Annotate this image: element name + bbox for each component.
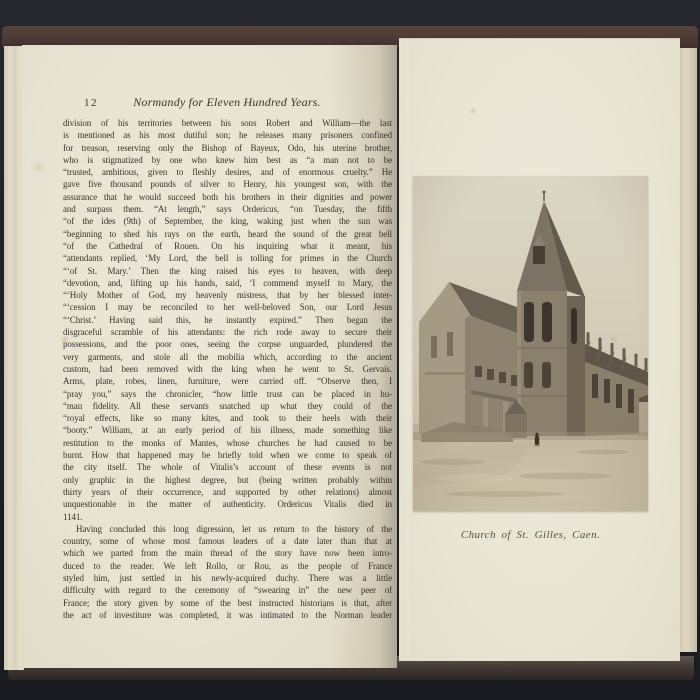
text-line: assurance that he would succeed both his brothers in their dignities and power [63, 191, 392, 202]
left-page [22, 45, 397, 668]
text-line: gave five thousand pounds of silver to Henry, his youngest son, with the [63, 179, 392, 190]
photo-vignette [413, 176, 648, 511]
text-line: for treason, reserving only the Bishop of Bayeux, Odo, his uterine brother, [63, 142, 392, 153]
text-line: France; the story given by some of the best instructed historians is that, after [63, 597, 392, 608]
photo-caption: Church of St. Gilles, Caen. [460, 529, 601, 541]
text-line: possessions, and the poor ones, seeing the corpse unguarded, plundered the [63, 339, 392, 350]
text-line: unquestionable in the matter of authenticity. Ordericus Vitalis died in [63, 499, 392, 510]
text-line: Having concluded this long digression, let us return to the history of the [76, 523, 392, 534]
running-head [63, 95, 391, 111]
text-line: “man fidelity. All these servants snatched up what they could of the [63, 400, 392, 411]
text-line: “trusted, ambitious, given to fleshly desires, and of enormous cruelty.” He [63, 167, 392, 178]
text-line: styled him, just settled in his newly-acquired duchy. There was a little [63, 572, 392, 583]
church-photo-art [413, 176, 648, 511]
church-photograph [413, 176, 648, 511]
text-line: “booty.” William, at an early period of his illness, made something like [63, 425, 392, 436]
text-line: duced to the reader. We left Rollo, or Rou, as the people of France [63, 560, 392, 571]
foxing-spot [471, 109, 475, 113]
text-line: who is stigmatized by one who knew him best as “a man not to be [63, 154, 392, 165]
text-line: the act of investiture was completed, it was intimated to the Norman leader [63, 609, 392, 620]
text-line: 1141. [63, 511, 83, 522]
text-line: “devotion, and, lifting up his hands, said, ‘I commend myself to Mary, the [63, 277, 392, 288]
text-line: burnt. How that happened may be briefly told when we come to speak of [63, 450, 392, 461]
right-page [399, 38, 680, 661]
text-line: Arms, plate, robes, linen, furniture, were carried off. “Observe then, I [63, 376, 392, 387]
text-line: disgraceful scramble of his attendants: the rich rode away to secure their [63, 327, 392, 338]
text-line: thirty years of their occurrence, and supported by other relations) almost [63, 486, 392, 497]
text-line: only graphic in the highest degree, but (being written probably within [63, 474, 392, 485]
text-line: is mentioned as his most dutiful son; he releases many prisoners confined [63, 130, 392, 141]
foxing-spot [34, 163, 43, 171]
text-line: restitution to the monks of Mantes, whose churches he had caused to be [63, 437, 392, 448]
text-line: custom, had been removed with the king when he went to St. Gervais. [63, 363, 392, 374]
text-line: very garments, and stole all the mobilia which, according to the ancient [63, 351, 392, 362]
text-line: and surpass them. “At length,” says Ordericus, “on Tuesday, the fifth [63, 204, 392, 215]
text-line: “royal effects, like so many kites, and took to their heels with their [63, 413, 392, 424]
text-line: “‘Christ.’ Having said this, he instantly expired.” Then began the [63, 314, 392, 325]
text-line: which we parted from the main thread of the story have now been intro- [63, 548, 392, 559]
text-block [63, 117, 392, 621]
text-line: the city itself. The whole of Vitalis’s account of these events is not [63, 462, 392, 473]
text-line: country, some of whose most famous leaders of a date later than that at [63, 536, 392, 547]
text-line: “attendants replied, ‘My Lord, the bell is tolling for primes in the Church [63, 253, 392, 264]
text-line: “‘cession I may be reconciled to her well-beloved Son, our Lord Jesus [63, 302, 392, 313]
text-line: “‘of St. Mary.’ Then the king raised his eyes to heaven, with deep [63, 265, 392, 276]
text-line: “‘Holy Mother of God, my heavenly mistress, that by her blessed inter- [63, 290, 392, 301]
text-line: difficulty with regard to the ceremony of “swearing in” the new peer of [63, 585, 392, 596]
text-line: “beginning to shed his rays on the earth, heard the sound of the great bell [63, 228, 392, 239]
page-number: 12 [84, 97, 98, 109]
text-line: division of his territories between his sons Robert and William—the last [63, 118, 392, 128]
text-line: “pray you,” says the chronicler, “how little trust can be placed in hu- [63, 388, 392, 399]
text-line: “of the Cathedral of Rouen. On his inquiring what it meant, his [63, 240, 392, 251]
left-page-stack-edge [4, 46, 24, 670]
running-title: Normandy for Eleven Hundred Years. [133, 95, 321, 109]
right-page-stack-edge [678, 48, 697, 652]
text-line: “of the ides (9th) of September, the king, waking just when the sun was [63, 216, 392, 227]
